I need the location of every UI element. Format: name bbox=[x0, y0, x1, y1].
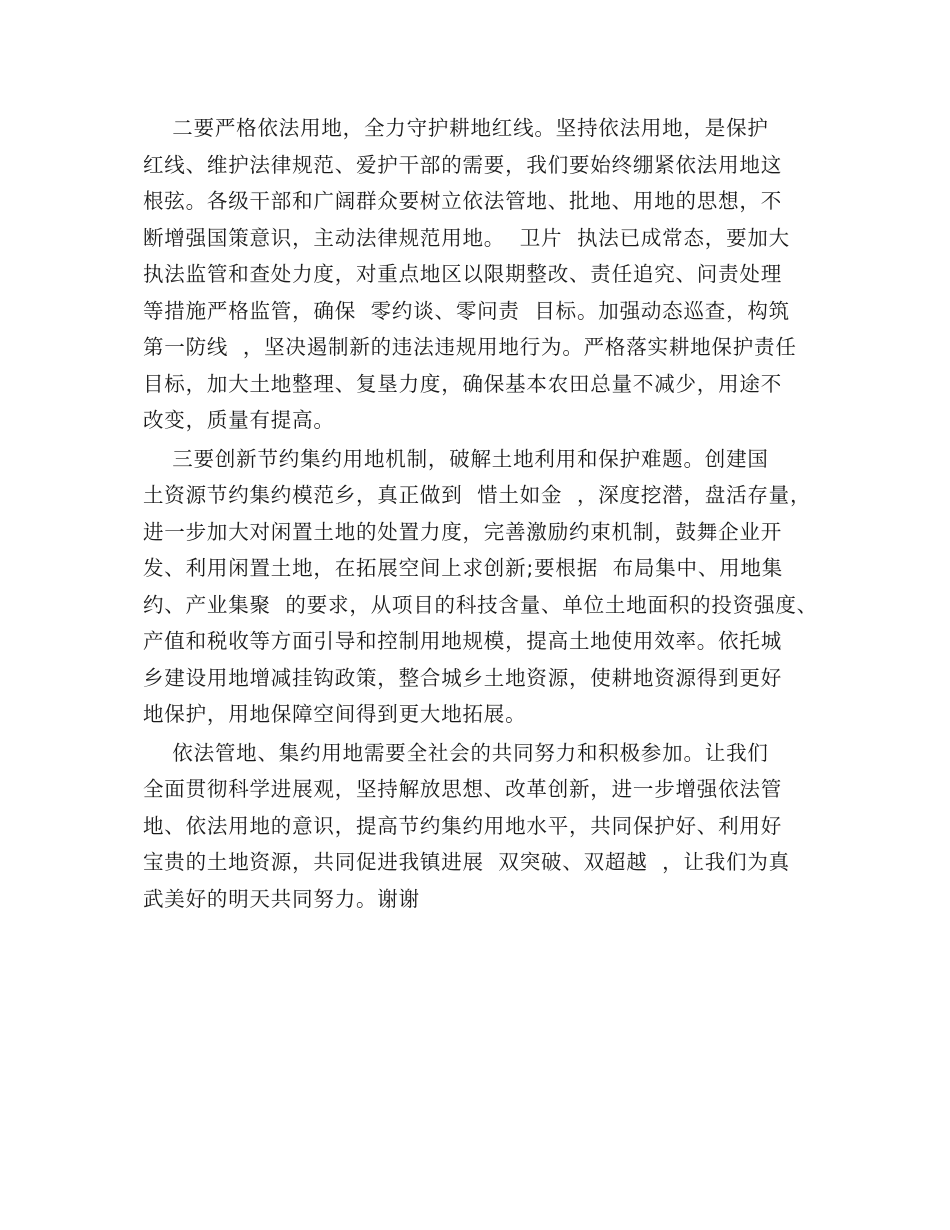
paragraph-land-saving-mechanism bbox=[143, 441, 843, 733]
text-line: 发、利用闲置土地，在拓展空间上求创新;要根据 布局集中、用地集 bbox=[143, 556, 784, 580]
text-line: 目标，加大土地整理、复垦力度，确保基本农田总量不减少，用途不 bbox=[143, 371, 782, 396]
text-line: 第一防线 ，坚决遏制新的违法违规用地行为。严格落实耕地保护责任 bbox=[143, 335, 797, 359]
text-line: 乡建设用地增减挂钩政策，整合城乡土地资源，使耕地资源得到更好 bbox=[143, 665, 782, 690]
text-line: 地、依法用地的意识，提高节约集约用地水平，共同保护好、利用好 bbox=[143, 813, 782, 838]
text-line: 依法管地、集约用地需要全社会的共同努力和积极参加。让我们 bbox=[143, 740, 769, 765]
text-line: 三要创新节约集约用地机制，破解土地利用和保护难题。创建国 bbox=[143, 446, 769, 471]
text-line: 根弦。各级干部和广阔群众要树立依法管地、批地、用地的思想，不 bbox=[143, 189, 782, 213]
text-line: 断增强国策意识，主动法律规范用地。 卫片 执法已成常态，要加大 bbox=[143, 225, 790, 250]
text-line: 土资源节约集约模范乡，真正做到 惜土如金 ，深度挖潜，盘活存量， bbox=[143, 483, 812, 507]
text-line: 武美好的明天共同努力。谢谢 bbox=[143, 886, 420, 911]
text-line: 地保护，用地保障空间得到更大地拓展。 bbox=[143, 702, 527, 726]
text-line: 产值和税收等方面引导和控制用地规模，提高土地使用效率。依托城 bbox=[143, 629, 782, 653]
text-line: 红线、维护法律规范、爱护干部的需要，我们要始终绷紧依法用地这 bbox=[143, 152, 782, 177]
text-line: 二要严格依法用地，全力守护耕地红线。坚持依法用地，是保护 bbox=[143, 116, 769, 140]
text-line: 进一步加大对闲置土地的处置力度，完善激励约束机制，鼓舞企业开 bbox=[143, 519, 782, 544]
text-line: 改变，质量有提高。 bbox=[143, 408, 335, 432]
text-line: 执法监管和查处力度，对重点地区以限期整改、责任追究、问责处理 bbox=[143, 262, 782, 286]
text-line: 宝贵的土地资源，共同促进我镇进展 双突破、双超越 ，让我们为真 bbox=[143, 850, 790, 874]
text-line: 等措施严格监管，确保 零约谈、零问责 目标。加强动态巡查，构筑 bbox=[143, 298, 790, 323]
paragraph-closing bbox=[143, 735, 843, 918]
paragraph-farmland-protection bbox=[143, 110, 843, 439]
text-line: 约、产业集聚 的要求，从项目的科技含量、单位土地面积的投资强度、 bbox=[143, 592, 818, 617]
text-line: 全面贯彻科学进展观，坚持解放思想、改革创新，进一步增强依法管 bbox=[143, 777, 782, 801]
document-body bbox=[143, 110, 843, 917]
